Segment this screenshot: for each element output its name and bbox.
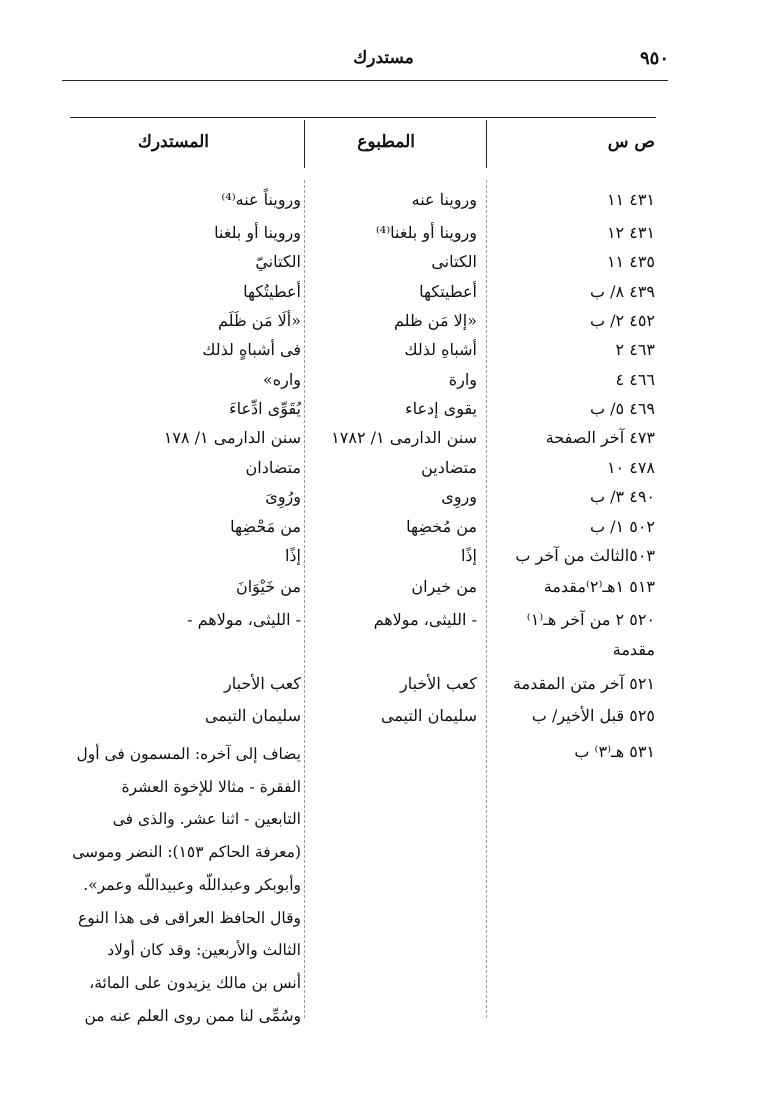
page-number: ٩٥٠ — [639, 48, 669, 69]
row-ref: ٤٣٩ ٨/ ب — [589, 282, 655, 301]
table-row — [0, 311, 767, 341]
note-line: وقال الحافظ العراقى فى هذا النوع — [78, 908, 301, 927]
row-printed: وروينا أو بلغنا⁽⁴⁾ — [375, 223, 477, 242]
row-ref: ٥٢١ آخر متن المقدمة — [513, 674, 655, 693]
row-ref: ٤٦٩ ٥/ ب — [589, 399, 655, 418]
table-row — [0, 487, 767, 517]
note-line: الثالث والأربعين: وقد كان أولاد — [107, 941, 301, 960]
row-ref: ٤٩٠ ٣/ ب — [589, 487, 655, 506]
table-row — [0, 190, 767, 220]
row-corrected: من خَيْوَانَ — [235, 577, 301, 596]
table-row — [0, 282, 767, 312]
table-row — [0, 546, 767, 576]
row-printed: وارة — [448, 370, 477, 389]
table-row — [0, 370, 767, 400]
row-printed: يقوى إدعاء — [405, 399, 477, 418]
table-row — [0, 706, 767, 736]
table-row — [0, 674, 767, 704]
note-line: (معرفة الحاكم ١٥٣): النضر وموسى — [72, 843, 301, 862]
row-ref: ٤٣١ ١٢ — [606, 223, 655, 242]
row-corrected: سليمان التيمى — [204, 706, 301, 725]
row-printed: أشباهِ لذلك — [404, 340, 477, 359]
row-corrected: الكتانيّ — [255, 252, 301, 271]
row-ref: ٤٧٣ آخر الصفحة — [545, 428, 655, 447]
row-printed: أعطيتكها — [419, 282, 477, 301]
column-divider-top-left — [304, 120, 305, 168]
row-ref: ٥٠٢ ١/ ب — [589, 517, 655, 536]
column-divider-top-right — [486, 120, 487, 168]
row-corrected: كعب الأحبار — [223, 674, 301, 693]
table-row — [0, 610, 767, 640]
note-line: الفقرة - مثالا للإخوة العشرة — [121, 777, 301, 796]
row-printed: من مُخضِها — [406, 517, 477, 536]
row-ref: ٥٢٠ ٢ من آخر هـ⁽١⁾ — [526, 610, 655, 629]
row-corrected: يُقَوِّى ادِّعاءَ — [229, 399, 301, 418]
note-line: وسُمِّى لنا ممن روى العلم عنه من — [84, 1006, 301, 1025]
table-row — [0, 340, 767, 370]
row-printed: سليمان التيمى — [380, 706, 477, 725]
row-ref: ٥٠٣الثالث من آخر ب — [515, 546, 655, 565]
row-ref: ٥٢٥ قبل الأخير/ ب — [531, 706, 655, 725]
row-ref: ٤٣١ ١١ — [606, 190, 655, 209]
row-corrected: وروينا أو بلغنا — [214, 223, 301, 242]
table-top-rule — [70, 117, 656, 118]
row-corrected: واره» — [262, 370, 301, 389]
note-line: أنس بن مالك يزيدون على المائة، — [89, 973, 301, 992]
row-printed: متضادين — [421, 458, 477, 477]
table-row — [0, 517, 767, 547]
table-row — [0, 399, 767, 429]
running-header — [0, 48, 767, 80]
row-printed: الكتانى — [431, 252, 477, 271]
row-ref: ٤٣٥ ١١ — [606, 252, 655, 271]
table-row — [0, 428, 767, 458]
header-rule — [62, 80, 668, 81]
row-printed: «إلا مَن ظلم — [394, 311, 477, 330]
row-ref: ٤٦٣ ٢ — [615, 340, 655, 359]
row-printed: إذًا — [460, 546, 477, 565]
row-printed: - الليثى، مولاهم — [373, 610, 477, 629]
row-corrected: ورويناً عنه⁽⁴⁾ — [221, 190, 301, 209]
row-corrected: - الليثى، مولاهم - — [187, 610, 301, 629]
row-ref: ٤٦٦ ٤ — [615, 370, 655, 389]
row-corrected: «ألَا مَن ظَلَم — [218, 311, 301, 330]
row-ref: ٤٥٢ ٢/ ب — [589, 311, 655, 330]
table-row — [0, 252, 767, 282]
row-printed: وروينا عنه — [411, 190, 477, 209]
row-ref-continuation: مقدمة — [612, 640, 655, 659]
row-ref: ٤٧٨ ١٠ — [606, 458, 655, 477]
table-row — [0, 577, 767, 607]
table-row — [0, 458, 767, 488]
row-printed: من خيران — [411, 577, 477, 596]
table-row — [0, 223, 767, 253]
note-line: التابعين - اثنا عشر. والذى فى — [112, 810, 301, 829]
row-ref: ٥١٣ ١هـ⁽٢⁾مقدمة — [543, 577, 655, 596]
row-corrected: أعطيتُكها — [243, 282, 301, 301]
row-printed: وروِى — [441, 487, 477, 506]
column-header-corrected: المستدرك — [137, 132, 209, 152]
row-ref: ٥٣١ هـ⁽٣⁾ ب — [574, 742, 655, 761]
correction-note — [69, 738, 301, 1032]
row-printed: كعب الأخبار — [399, 674, 477, 693]
row-corrected: من مَحْضِها — [230, 517, 301, 536]
row-corrected: ورُوِىَ — [265, 487, 301, 506]
row-printed: سنن الدارمى ١/ ١٧٨٢ — [331, 428, 477, 447]
column-header-page-line: ص س — [607, 132, 655, 152]
running-title: مستدرك — [353, 48, 414, 68]
note-line: يضاف إلى آخره: المسمون فى أول — [76, 745, 301, 763]
row-corrected: إذًا — [284, 546, 301, 565]
row-corrected: فى أشباهٍ لذلك — [202, 340, 301, 359]
note-line: وأبوبكر وعبداللّه وعبيداللّه وعمر». — [83, 875, 301, 894]
row-corrected: سنن الدارمى ١/ ١٧٨ — [163, 428, 301, 447]
column-header-printed: المطبوع — [357, 132, 415, 152]
row-corrected: متضادان — [245, 458, 301, 477]
